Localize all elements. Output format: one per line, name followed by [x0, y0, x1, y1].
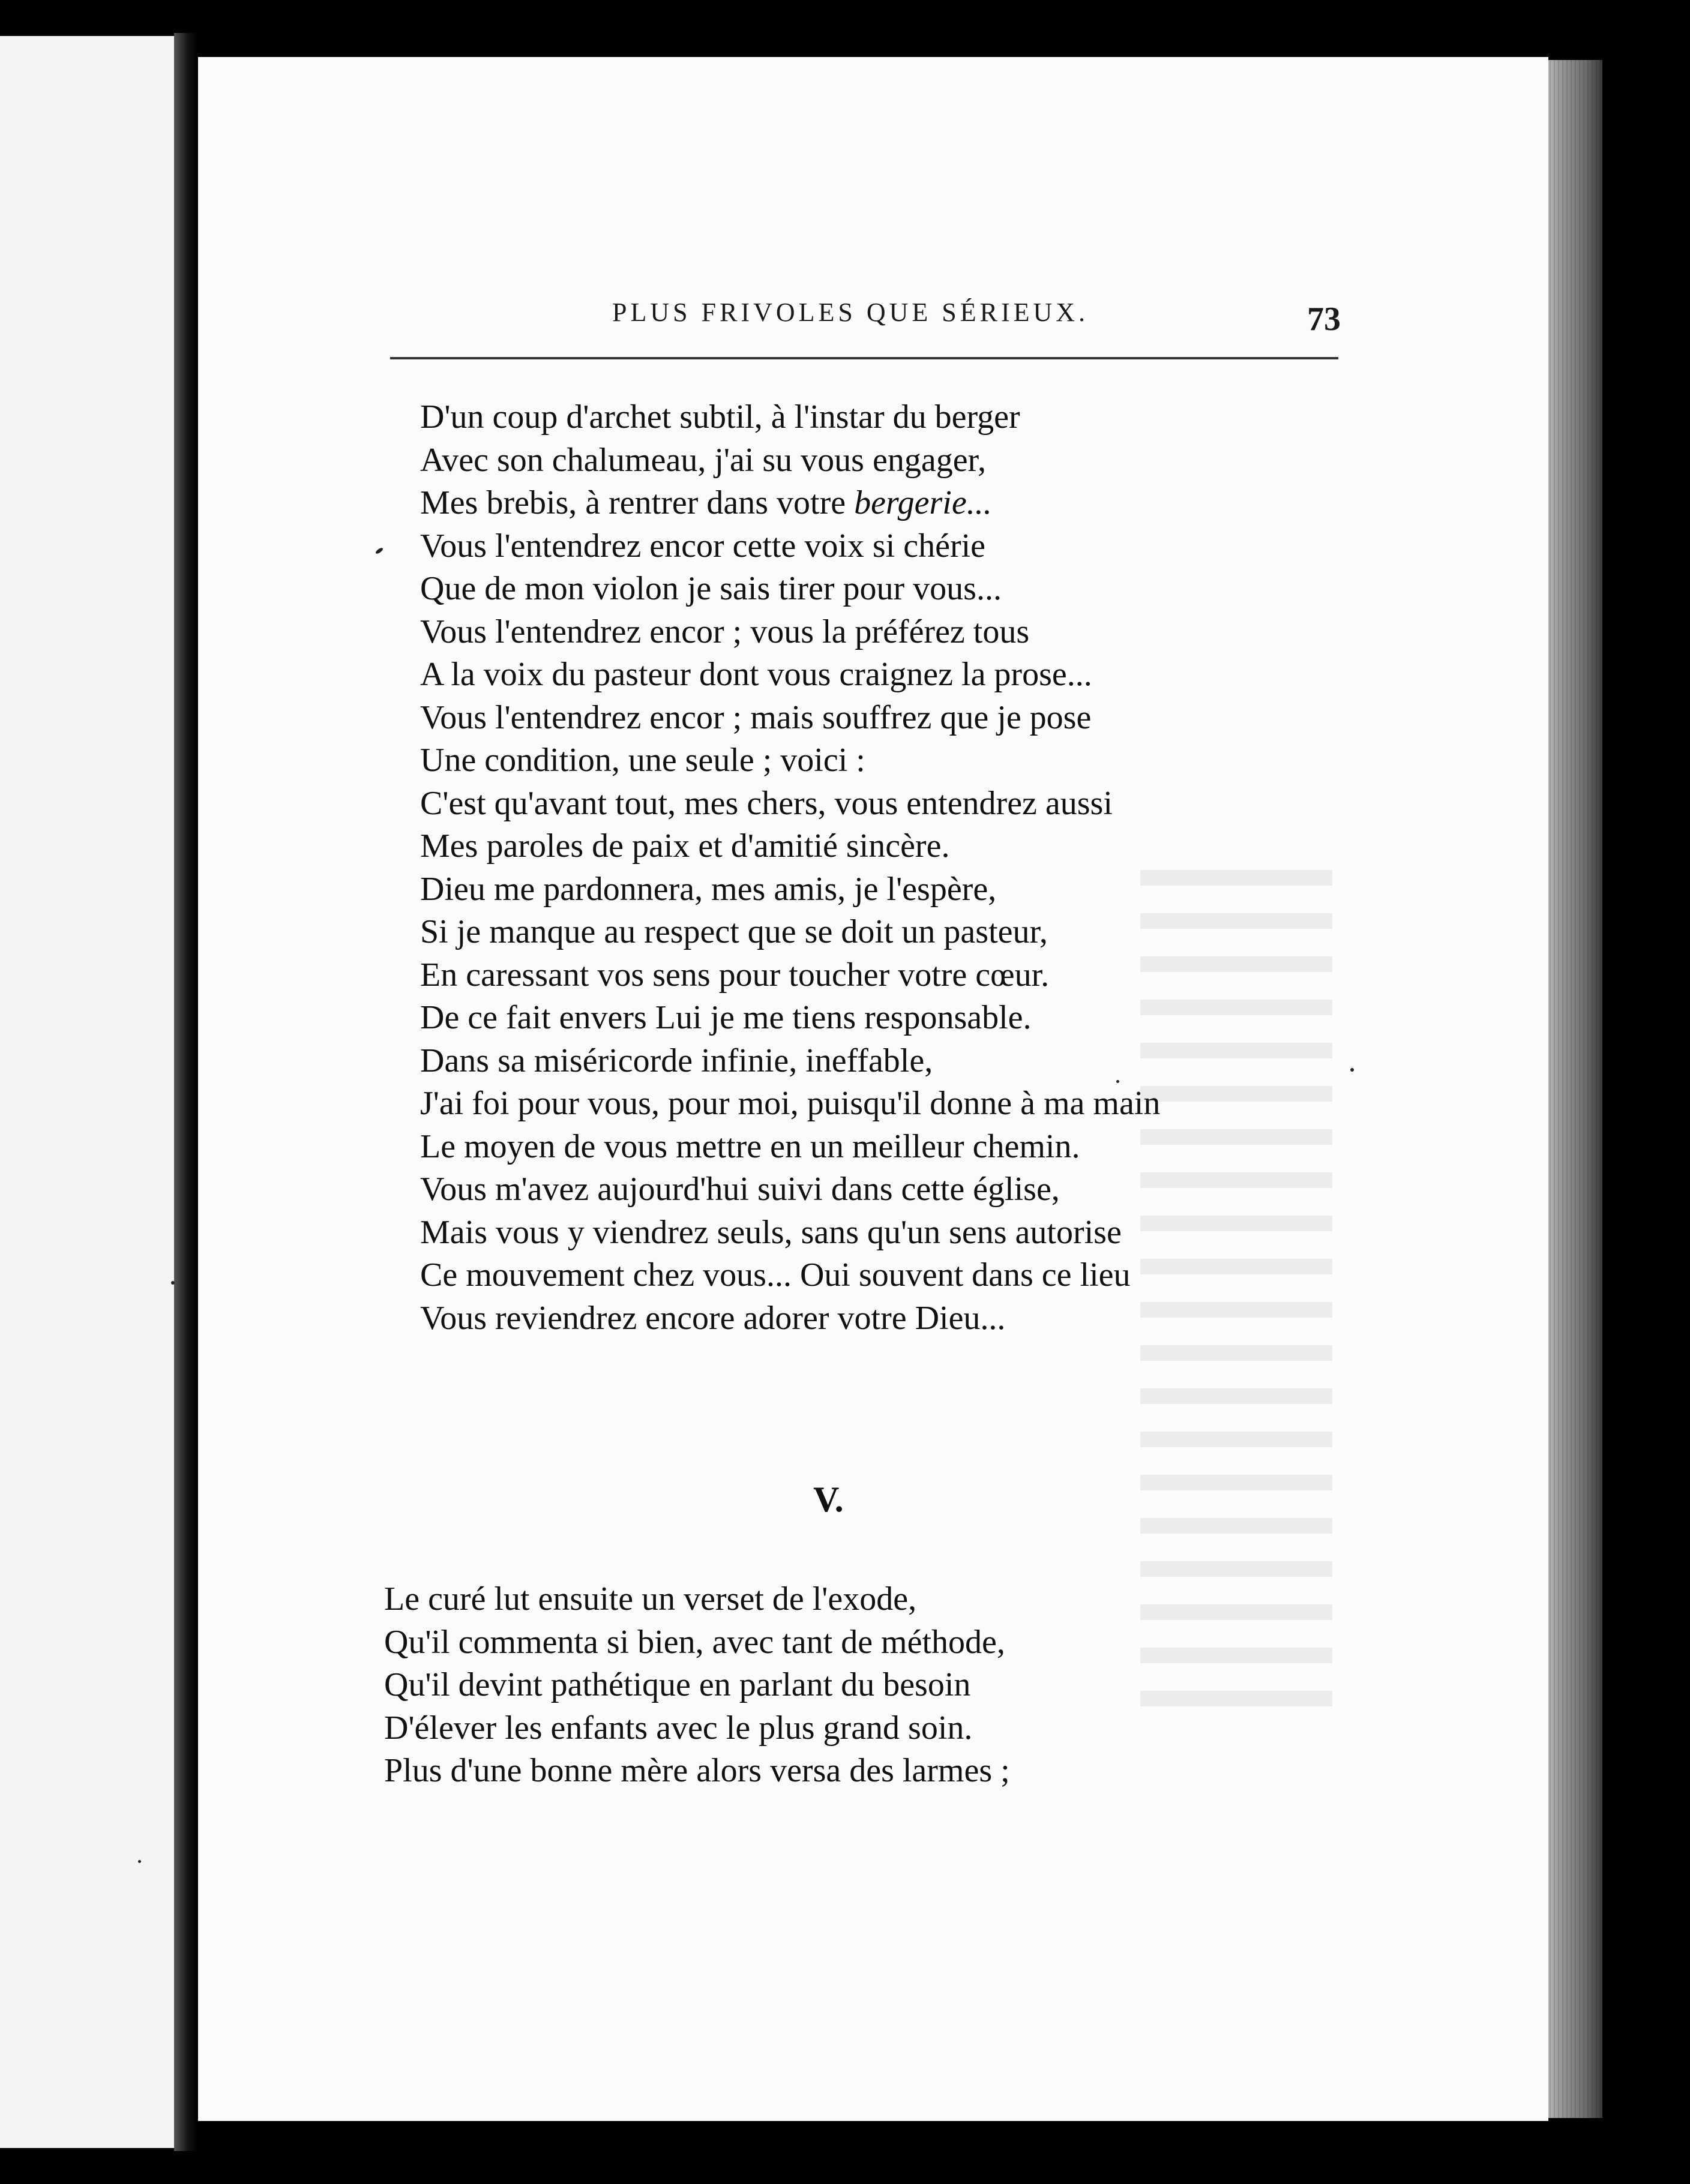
verse-line: Dieu me pardonnera, mes amis, je l'espère, — [420, 870, 997, 908]
verse-line: Une condition, une seule ; voici : — [420, 742, 865, 779]
verse-line: Vous l'entendrez encor ; vous la préférez tous — [420, 613, 1030, 650]
gutter-shadow — [174, 33, 198, 2151]
verse-line: En caressant vos sens pour toucher votre cœur. — [420, 956, 1050, 994]
verse-line: Ce mouvement chez vous... Oui souvent dans ce lieu — [420, 1256, 1131, 1294]
verse-line: Que de mon violon je sais tirer pour vous... — [420, 570, 1002, 607]
verse-line: Vous l'entendrez encor cette voix si chérie — [420, 527, 986, 565]
verse-line: J'ai foi pour vous, pour moi, puisqu'il donne à ma main — [420, 1085, 1161, 1122]
verse-line: Vous l'entendrez encor ; mais souffrez que je pose — [420, 698, 1092, 736]
verse-line: C'est qu'avant tout, mes chers, vous entendrez aussi — [420, 784, 1113, 822]
section-numeral: V. — [813, 1480, 844, 1519]
verse-line: Le curé lut ensuite un verset de l'exode, — [384, 1580, 917, 1618]
verse-line: Plus d'une bonne mère alors versa des larmes ; — [384, 1752, 1010, 1789]
verse-line-text: Mes brebis, à rentrer dans votre — [420, 484, 855, 521]
stanza-2 — [384, 1578, 1010, 1793]
verse-line: Vous reviendrez encore adorer votre Dieu... — [420, 1299, 1006, 1337]
verse-line — [420, 482, 1160, 525]
italic-word: bergerie... — [854, 484, 992, 521]
scan-speck — [171, 1281, 175, 1285]
verse-line: De ce fait envers Lui je me tiens responsable. — [420, 999, 1032, 1036]
scan-speck — [1350, 1068, 1354, 1072]
verse-line: Vous m'avez aujourd'hui suivi dans cette église, — [420, 1171, 1060, 1208]
verse-line: Qu'il commenta si bien, avec tant de méthode, — [384, 1623, 1005, 1661]
facing-page-edge — [0, 36, 174, 2148]
verse-line: Mais vous y viendrez seuls, sans qu'un sens autorise — [420, 1213, 1122, 1251]
verse-line: Le moyen de vous mettre en un meilleur chemin. — [420, 1127, 1080, 1165]
verse-line: Mes paroles de paix et d'amitié sincère. — [420, 827, 950, 865]
page-number: 73 — [1307, 301, 1341, 338]
scan-speck — [1116, 1080, 1119, 1083]
verse-line: Dans sa miséricorde infinie, ineffable, — [420, 1042, 933, 1079]
verse-line: Si je manque au respect que se doit un pasteur, — [420, 913, 1048, 950]
verse-line: D'un coup d'archet subtil, à l'instar du berger — [420, 398, 1020, 436]
scan-speck — [138, 1860, 141, 1863]
bleed-through-text — [1140, 870, 1332, 1710]
verse-line: Avec son chalumeau, j'ai su vous engager, — [420, 441, 986, 479]
header-rule — [390, 357, 1338, 359]
running-head: PLUS FRIVOLES QUE SÉRIEUX. — [612, 298, 1089, 327]
page-stack-lines — [1545, 60, 1602, 2118]
verse-line: Qu'il devint pathétique en parlant du besoin — [384, 1666, 971, 1703]
stanza-1 — [420, 396, 1160, 1340]
verse-line: A la voix du pasteur dont vous craignez la prose... — [420, 656, 1092, 693]
verse-line: D'élever les enfants avec le plus grand soin. — [384, 1709, 973, 1747]
